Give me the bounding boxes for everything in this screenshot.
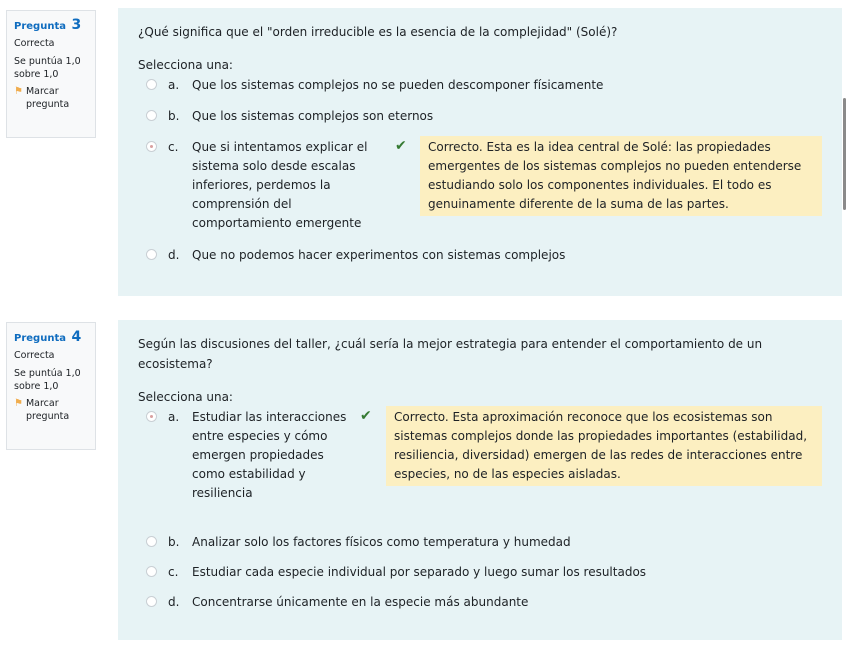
flag-question-link[interactable]: [14, 86, 89, 112]
radio-button[interactable]: [146, 249, 157, 260]
option-text: Concentrarse únicamente en la especie más abundante: [192, 595, 529, 609]
flag-label[interactable]: Marcar pregunta: [25, 86, 70, 111]
option-letter: d.: [168, 248, 180, 262]
question-state: Correcta: [14, 349, 55, 361]
option-text: Que no podemos hacer experimentos con sistemas complejos: [192, 248, 566, 262]
option-letter: a.: [168, 410, 180, 424]
feedback-box: Correcto. Esta es la idea central de Solé: las propiedades emergentes de los sistemas complejos no pueden entenderse estudiando solo los componentes individuales. El todo es genuinamente diferente de la suma de las partes.: [420, 136, 822, 216]
question-info: [6, 322, 96, 450]
answer-prompt: Selecciona una:: [138, 390, 233, 404]
option-text: Que si intentamos explicar el sistema solo desde escalas inferiores, perdemos la comprensión del comportamiento emergente: [192, 140, 368, 230]
radio-button[interactable]: [146, 79, 157, 90]
radio-button[interactable]: [146, 596, 157, 607]
option-text: Estudiar cada especie individual por separado y luego sumar los resultados: [192, 565, 647, 579]
flag-question-link[interactable]: [14, 398, 89, 424]
flag-icon: ⚑: [14, 398, 23, 410]
question-label: Pregunta: [14, 21, 66, 32]
radio-button[interactable]: [146, 566, 157, 577]
radio-button[interactable]: [146, 536, 157, 547]
question-label: Pregunta: [14, 333, 66, 344]
option-letter: b.: [168, 109, 180, 123]
option-letter: c.: [168, 565, 179, 579]
question-number: [14, 16, 89, 35]
question-number: [14, 328, 89, 347]
radio-button[interactable]: [146, 110, 157, 121]
check-icon: ✔: [395, 138, 407, 154]
flag-label[interactable]: Marcar pregunta: [25, 398, 70, 423]
question-info: [6, 10, 96, 138]
scrollbar-thumb[interactable]: [843, 98, 846, 210]
question-content: [118, 8, 842, 296]
question-grade: Se puntúa 1,0 sobre 1,0: [14, 55, 81, 80]
radio-button-selected[interactable]: [146, 411, 157, 422]
option-letter: b.: [168, 535, 180, 549]
question-text: Según las discusiones del taller, ¿cuál sería la mejor estrategia para entender el comportamiento de un ecosistema?: [138, 337, 763, 371]
feedback-box: Correcto. Esta aproximación reconoce que los ecosistemas son sistemas complejos donde las propiedades importantes (estabilidad, resiliencia, diversidad) emergen de las redes de interacciones entre especies, no de las especies aisladas.: [386, 406, 822, 486]
question-text: ¿Qué significa que el "orden irreducible es la esencia de la complejidad" (Solé)?: [138, 25, 618, 39]
option-text: Que los sistemas complejos son eternos: [192, 109, 434, 123]
question-state: Correcta: [14, 37, 55, 49]
question-num: 3: [71, 17, 82, 33]
flag-icon: ⚑: [14, 86, 23, 98]
question-content: [118, 320, 842, 640]
question-num: 4: [71, 329, 82, 345]
radio-button-selected[interactable]: [146, 141, 157, 152]
option-text: Analizar solo los factores físicos como temperatura y humedad: [192, 535, 571, 549]
option-text: Estudiar las interacciones entre especies y cómo emergen propiedades como estabilidad y resiliencia: [192, 410, 347, 500]
option-text: Que los sistemas complejos no se pueden descomponer físicamente: [192, 78, 604, 92]
option-letter: c.: [168, 140, 179, 154]
check-icon: ✔: [360, 408, 372, 424]
option-letter: d.: [168, 595, 180, 609]
option-letter: a.: [168, 78, 180, 92]
question-grade: Se puntúa 1,0 sobre 1,0: [14, 367, 81, 392]
answer-prompt: Selecciona una:: [138, 58, 233, 72]
